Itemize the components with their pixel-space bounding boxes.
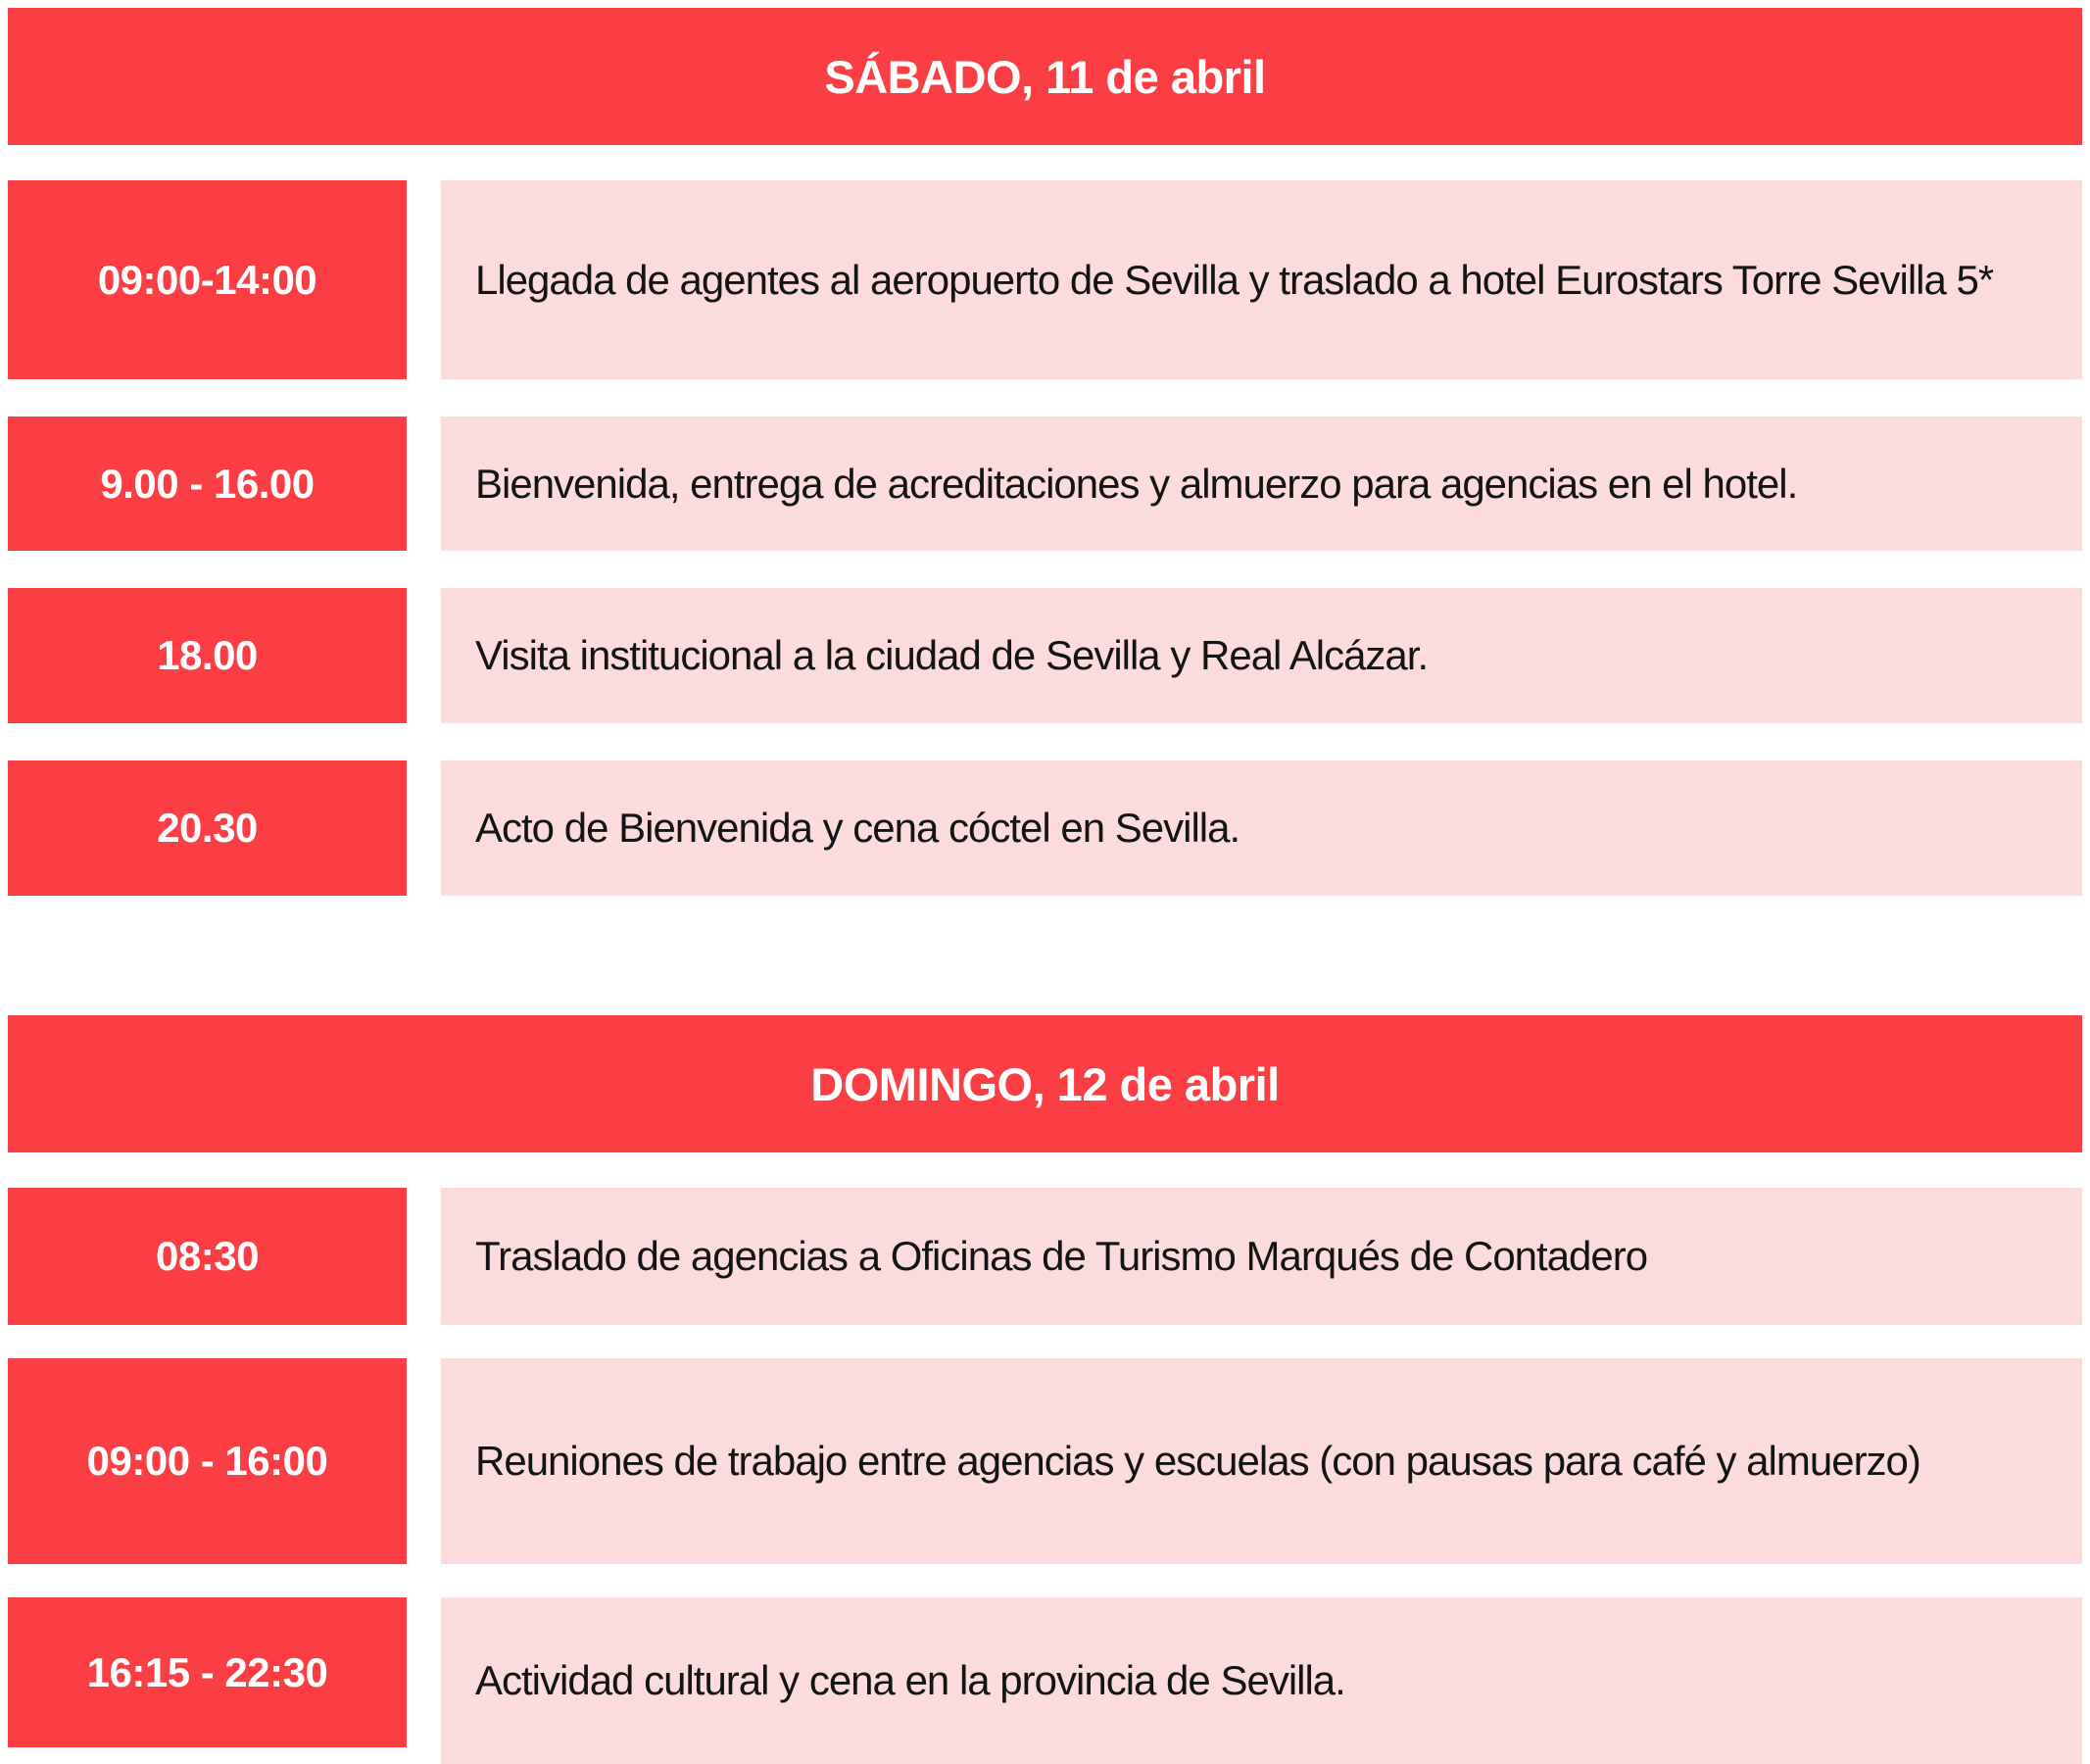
day-header-domingo <box>8 1015 2082 1152</box>
day-header-sabado <box>8 8 2082 145</box>
event-description-box <box>441 1358 2082 1564</box>
event-description-box <box>441 588 2082 723</box>
event-description-box <box>441 760 2082 896</box>
time-label: 09:00-14:00 <box>97 256 317 303</box>
event-row <box>8 1358 2082 1564</box>
event-description-box <box>441 1188 2082 1325</box>
time-badge <box>8 180 407 379</box>
event-row <box>8 416 2082 551</box>
event-description: Llegada de agentes al aeropuerto de Sevilla y traslado a hotel Eurostars Torre Sevilla 5* <box>475 256 1994 303</box>
time-label: 08:30 <box>156 1233 259 1279</box>
time-label: 09:00 - 16:00 <box>86 1438 328 1484</box>
event-description: Bienvenida, entrega de acreditaciones y almuerzo para agencias en el hotel. <box>475 460 1798 507</box>
event-list-sabado <box>8 180 2082 896</box>
event-list-domingo <box>8 1188 2082 1764</box>
event-row <box>8 1188 2082 1325</box>
day-header-title: DOMINGO, 12 de abril <box>810 1057 1280 1110</box>
section-sabado <box>8 8 2082 896</box>
time-label: 9.00 - 16.00 <box>100 460 315 507</box>
event-row <box>8 1597 2082 1764</box>
event-row <box>8 588 2082 723</box>
time-label: 16:15 - 22:30 <box>86 1648 328 1695</box>
time-badge <box>8 760 407 896</box>
section-spacer <box>8 896 2082 1015</box>
event-row <box>8 760 2082 896</box>
event-description-box <box>441 1597 2082 1764</box>
day-header-title: SÁBADO, 11 de abril <box>824 50 1266 103</box>
time-label: 20.30 <box>157 805 258 851</box>
time-label: 18.00 <box>157 632 258 678</box>
event-row <box>8 180 2082 379</box>
time-badge <box>8 416 407 551</box>
event-description: Actividad cultural y cena en la provincia de Sevilla. <box>475 1657 1345 1704</box>
event-description: Acto de Bienvenida y cena cóctel en Sevilla. <box>475 805 1240 852</box>
event-description: Traslado de agencias a Oficinas de Turismo Marqués de Contadero <box>475 1233 1648 1280</box>
event-description: Reuniones de trabajo entre agencias y escuelas (con pausas para café y almuerzo) <box>475 1438 1920 1485</box>
time-badge <box>8 588 407 723</box>
section-domingo <box>8 1015 2082 1764</box>
time-badge <box>8 1597 407 1747</box>
event-description-box <box>441 180 2082 379</box>
time-badge <box>8 1358 407 1564</box>
event-description: Visita institucional a la ciudad de Sevilla y Real Alcázar. <box>475 632 1429 679</box>
time-badge <box>8 1188 407 1325</box>
event-description-box <box>441 416 2082 551</box>
